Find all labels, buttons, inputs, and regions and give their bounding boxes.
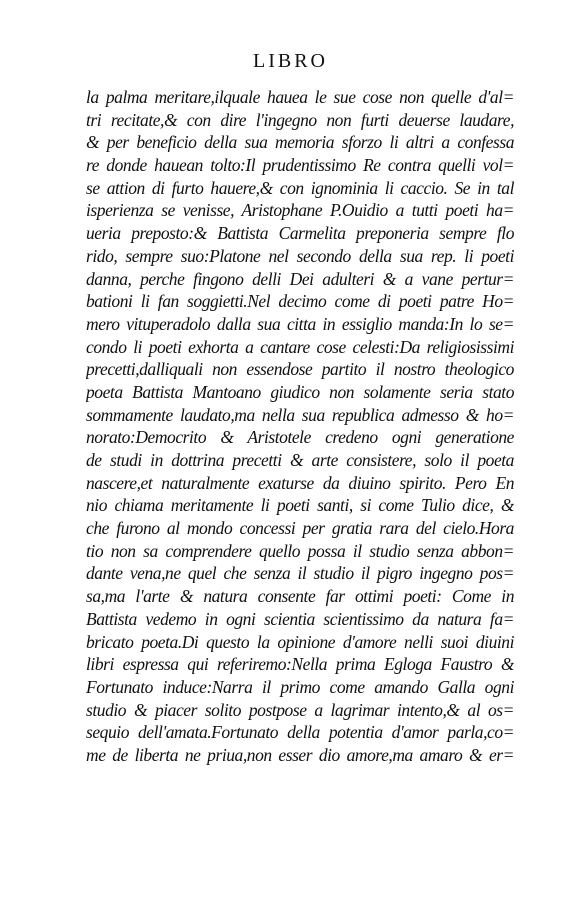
text-line: se attion di furto hauere,& con ignominia li caccio. Se in tal (86, 177, 514, 198)
text-line: isperienza se venisse, Aristophane P.Ouidio a tutti poeti ha= (86, 200, 514, 221)
text-line: nascere,et naturalmente exaturse da diuino spirito. Pero En (86, 472, 514, 493)
text-line: sommamente laudato,ma nella sua republica admesso & ho= (86, 404, 514, 425)
text-line: Battista vedemo in ogni scientia scientissimo da natura fa= (86, 608, 514, 629)
text-line: ueria preposto:& Battista Carmelita preponeria sempre flo (86, 223, 514, 244)
text-line: bricato poeta.Di questo la opinione d'amore nelli suoi diuini (86, 631, 514, 652)
text-line: dante vena,ne quel che senza il studio il pigro ingegno pos= (86, 563, 514, 584)
text-line: rido, sempre suo:Platone nel secondo della sua rep. li poeti (86, 245, 514, 266)
text-line: de studi in dottrina precetti & arte consistere, solo il poeta (86, 450, 514, 470)
text-line: me de liberta ne priua,non esser dio amore,ma amaro & er= (86, 744, 514, 765)
text-line: la palma meritare,ilquale hauea le sue cose non quelle d'al= (86, 87, 514, 107)
text-line: libri espressa qui referiremo:Nella prima Egloga Faustro & (86, 654, 514, 675)
text-line: poeta Battista Mantoano giudico non solamente seria stato (86, 381, 514, 402)
text-line: bationi li fan soggietti.Nel decimo come di poeti patre Ho= (86, 291, 514, 312)
text-line: Fortunato induce:Narra il primo come amando Galla ogni (86, 676, 514, 697)
text-line: tio non sa comprendere quello possa il studio senza abbon= (86, 540, 514, 561)
text-line: condo li poeti exhorta a cantare cose celesti:Da religiosissimi (86, 336, 514, 357)
text-line: re donde hauean tolto:Il prudentissimo Re contra quelli vol= (86, 155, 514, 176)
text-line: sequio dell'amata.Fortunato della potentia d'amor parla,co= (86, 722, 514, 743)
text-line: precetti,dalliquali non essendose partito il nostro theologico (86, 359, 514, 380)
text-line: tri recitate,& con dire l'ingegno non furti deuerse laudare, (86, 109, 514, 130)
text-line: studio & piacer solito postpose a lagrimar intento,& al os= (86, 699, 514, 720)
text-line: sa,ma l'arte & natura consente far ottimi poeti: Come in (86, 586, 514, 607)
text-line: danna, perche fingono delli Dei adulteri & a vane pertur= (86, 268, 514, 289)
running-head: LIBRO (253, 50, 328, 72)
text-line: & per beneficio della sua memoria sforzo li altri a confessa (86, 132, 514, 153)
text-line: norato:Democrito & Aristotele credeno ogni generatione (86, 427, 514, 448)
text-line: che furono al mondo concessi per gratia rara del cielo.Hora (86, 518, 514, 539)
body-text (86, 86, 514, 767)
text-line: nio chiama meritamente li poeti santi, si come Tulio dice, & (86, 495, 514, 516)
text-line: mero vituperadolo dalla sua citta in essiglio manda:In lo se= (86, 313, 514, 334)
